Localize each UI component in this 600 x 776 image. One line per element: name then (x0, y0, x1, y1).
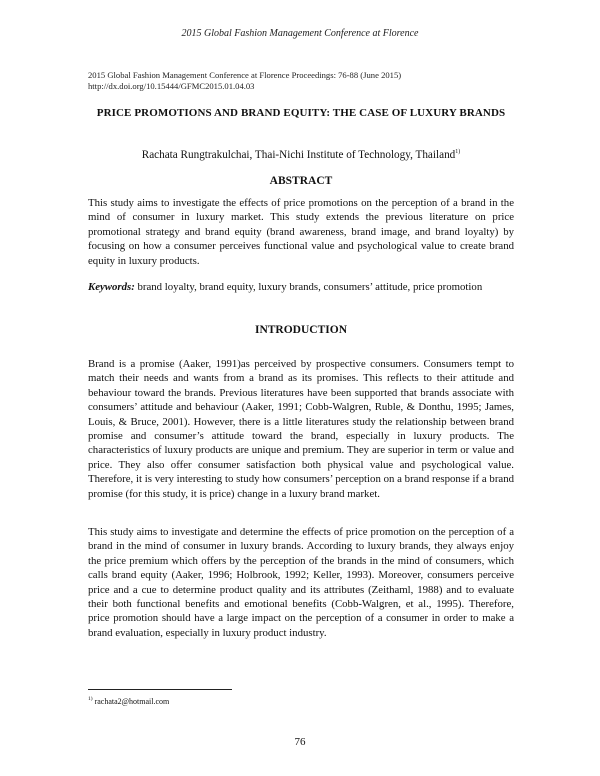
introduction-paragraph-2: This study aims to investigate and determine the effects of price promotion on the perception of a brand in the mind of consumer in luxury brands. According to luxury brands, they always enjoy the price premium which offers by the perception of the brands in the mind of consumers, which calls brand equity (Aaker, 1996; Holbrook, 1992; Keller, 1993). Moreover, consumers perceive price and a cue to determine product quality and its attributes (Zeithaml, 1988) and to evaluate their both functional benefits and emotional benefits (Cobb-Walgren, et al., 1995). Therefore, price promotion should have a large impact on the perception of a consumer in order to make a brand evaluation, especially in luxury product industry. (88, 526, 514, 639)
citation-block (88, 70, 518, 92)
footnote-email: rachata2@hotmail.com (94, 697, 170, 706)
footnote (88, 694, 169, 707)
footnote-divider (88, 689, 232, 690)
keywords-label: Keywords: (88, 281, 135, 293)
author-affiliation: Rachata Rungtrakulchai, Thai-Nichi Institute of Technology, Thailand (141, 149, 456, 161)
citation-proceedings: 2015 Global Fashion Management Conference at Florence Proceedings: 76-88 (June 2015) (88, 70, 402, 80)
author-footnote-marker: 1) (455, 149, 461, 155)
introduction-paragraph-1: Brand is a promise (Aaker, 1991)as perceived by prospective consumers. Consumers tempt to match their needs and wants from a brand as its promises. This reflects to their attitude and behaviour toward the brands. Previous literatures have been supported that brands associate with consumers’ attitude and behaviour (Aaker, 1991; Cobb-Walgren, Ruble, & Donthu, 1995; James, Louis, & Bruce, 2001). However, there is a little literatures study the relationship between brand promise and consumer’s attitude toward the brand, especially in luxury products. The characteristics of luxury products are unique and premium. They are superior in term or value and price. They also offer consumer satisfaction both physical value and psychological value. Therefore, it is very interesting to study how consumers’ perception on a brand response if a brand promise (for this study, it is price) change in a luxury brand market. (88, 358, 514, 500)
footnote-marker: 1) (88, 696, 93, 702)
paper-title: PRICE PROMOTIONS AND BRAND EQUITY: THE CASE OF LUXURY BRANDS (96, 107, 506, 119)
abstract-heading: ABSTRACT (269, 175, 333, 187)
page-number: 76 (294, 736, 306, 748)
running-header: 2015 Global Fashion Management Conference at Florence (181, 28, 419, 39)
abstract-body: This study aims to investigate the effects of price promotions on the perception of a brand in the mind of consumer in luxury market. This study extends the previous literature on price promotional strategy and brand equity (brand awareness, brand image, and brand loyalty) by focusing on how a consumer perceives functional value and psychological value to create brand equity in luxury products. (88, 197, 514, 267)
citation-doi: http://dx.doi.org/10.15444/GFMC2015.01.04.03 (88, 81, 255, 91)
keywords (88, 280, 514, 294)
introduction-heading: INTRODUCTION (254, 324, 347, 336)
author-line (88, 145, 514, 162)
keywords-list: brand loyalty, brand equity, luxury brands, consumers’ attitude, price promotion (137, 281, 483, 293)
